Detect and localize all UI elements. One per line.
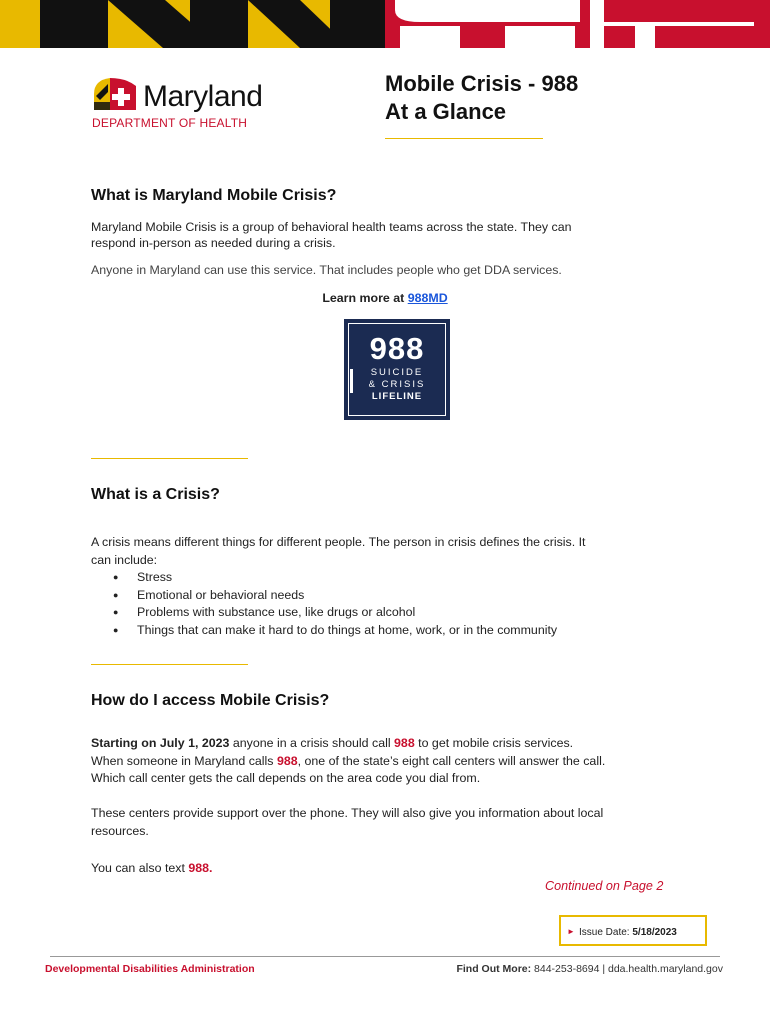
988-lifeline-badge [344,319,450,420]
logo-department: DEPARTMENT OF HEALTH [92,116,248,130]
para2-line-2: resources. [91,823,149,838]
section3-paragraph-2 [91,805,603,840]
section1-paragraph-1 [91,219,572,251]
find-out-more-label: Find Out More: [456,963,532,975]
start-tail: to get mobile crisis services. [414,736,574,750]
triangle-arrow-icon: ► [567,927,575,936]
issue-date-value: 5/18/2023 [632,927,677,938]
footer-divider [50,956,720,957]
section3-text-line [91,860,213,876]
continued-note: Continued on Page 2 [545,879,664,893]
issue-date [579,927,677,938]
para2-line-1: These centers provide support over the phone. They will also give you information about local [91,806,604,820]
section1-paragraph-2: Anyone in Maryland can use this service. That includes people who get DDA services. [91,263,562,277]
line2-pre: When someone in Maryland calls [91,753,277,768]
title-line-2: At a Glance [385,99,507,124]
list-item: ● Things that can make it hard to do things at home, work, or in the community [113,622,557,640]
988-number: 988 [276,753,298,768]
section-heading-how-access: How do I access Mobile Crisis? [91,692,330,709]
contact-info: 844-253-8694 | dda.health.maryland.gov [531,963,723,975]
badge-line-3: LIFELINE [371,391,423,402]
start-date: Starting on July 1, 2023 [91,736,230,750]
start-rest: anyone in a crisis should call [229,736,395,750]
line2-post: , one of the state’s eight call centers will answer the call. [297,753,606,768]
maryland-logo-icon [92,76,140,112]
title-line-1: Mobile Crisis - 988 [385,71,579,96]
access-line-1 [91,735,605,753]
issue-label: Issue Date: [579,927,633,938]
access-line-3: Which call center gets the call depends on the area code you dial from. [91,771,481,785]
issue-date-box [559,915,707,946]
access-line-2 [91,753,605,771]
learn-more-prefix: Learn more at [322,291,408,305]
section-heading-what-is-crisis: What is a Crisis? [91,486,220,503]
list-item: ● Emotional or behavioral needs [113,587,557,605]
para1-line-2: respond in-person as needed during a crisis. [91,236,336,250]
text-post: . [209,861,213,875]
intro-line-2: can include: [91,553,158,567]
section2-intro [91,533,586,569]
intro-line-1: A crisis means different things for different people. The person in crisis defines the crisis. It [91,535,586,549]
text-pre: You can also text [91,861,189,875]
section-divider-2 [91,664,248,665]
badge-line-1: SUICIDE [370,367,424,378]
badge-number: 988 [369,331,425,366]
list-item: ● Stress [113,569,557,587]
page-title [385,70,578,126]
logo-name: Maryland [143,80,263,113]
section3-paragraph-1 [91,735,605,788]
988-number: 988 [188,861,210,875]
988md-link[interactable]: 988MD [407,291,448,305]
learn-more [0,290,770,306]
para1-line-1: Maryland Mobile Crisis is a group of behavioral health teams across the state. They can [91,220,572,234]
section-divider-1 [91,458,248,459]
list-item: ● Problems with substance use, like drugs or alcohol [113,604,557,622]
flag-banner [0,0,770,48]
footer-contact [456,963,723,975]
988-number: 988 [394,736,415,750]
title-divider [385,138,543,139]
footer-administration: Developmental Disabilities Administration [45,963,255,975]
crisis-bullet-list [113,569,557,639]
section-heading-what-is-mobile-crisis: What is Maryland Mobile Crisis? [91,187,337,204]
maryland-flag-pattern [0,0,770,48]
badge-line-2: & CRISIS [368,379,426,390]
